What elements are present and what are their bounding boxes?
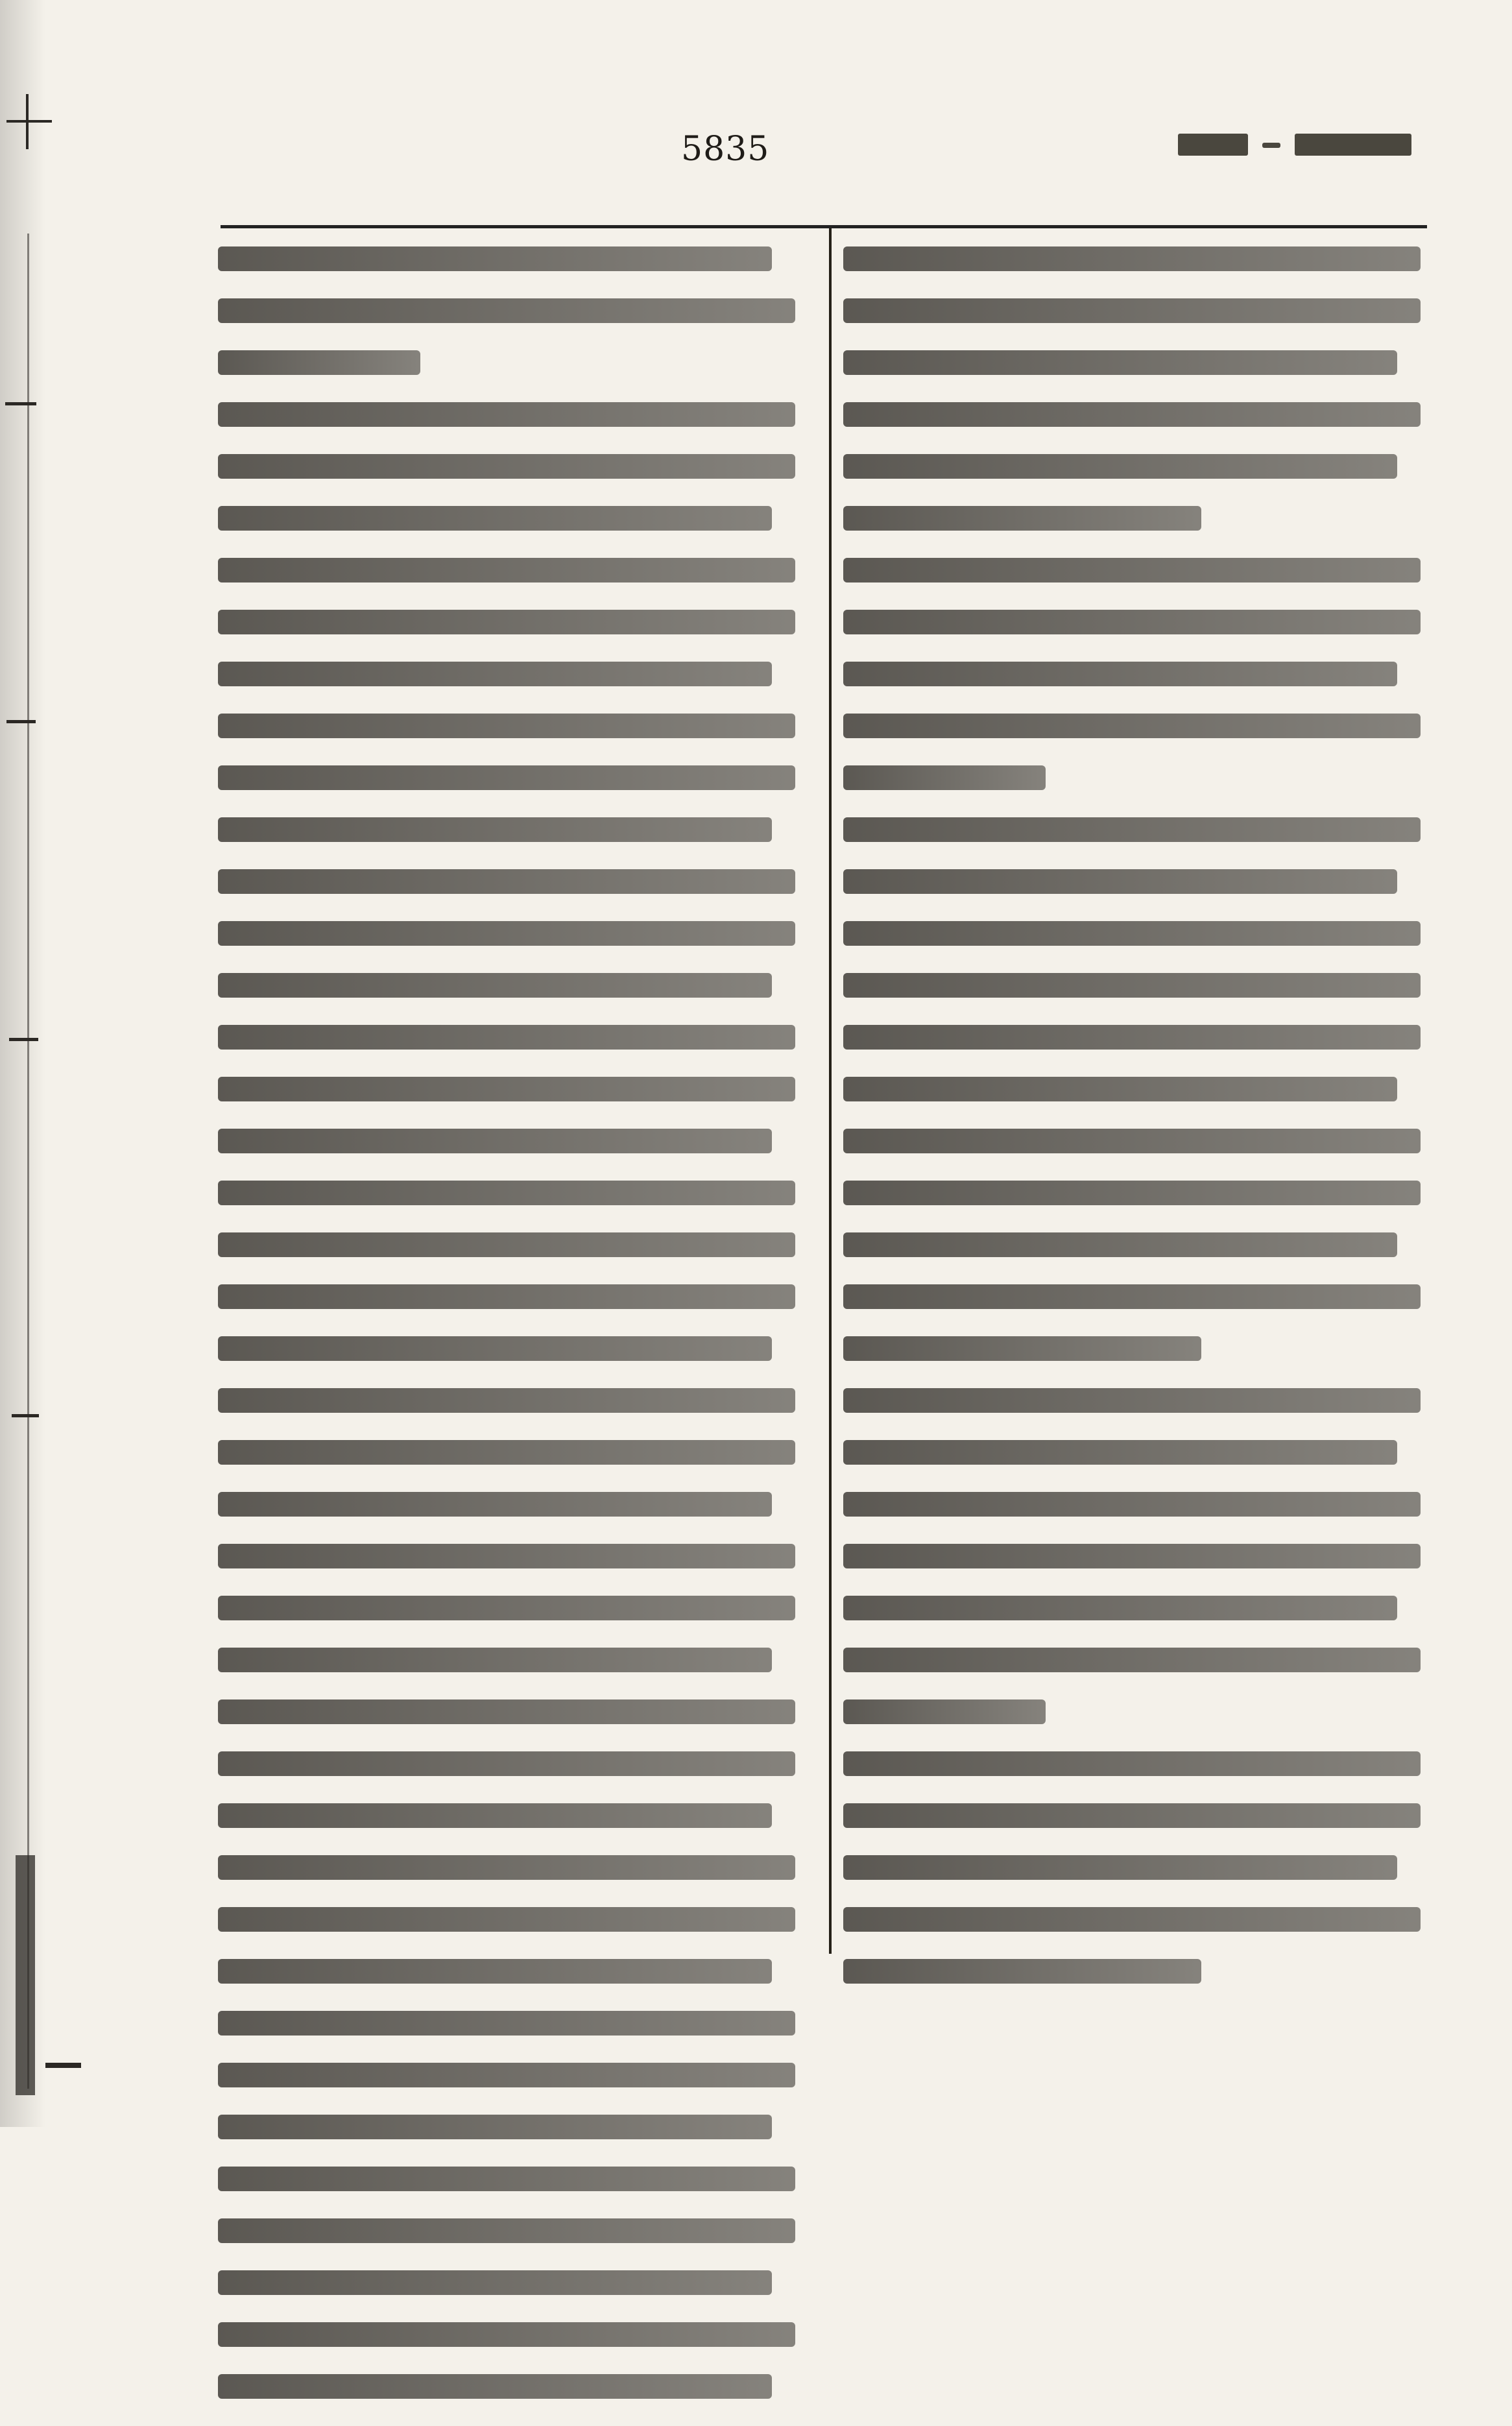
left-column [218, 246, 795, 2426]
page-number: 5835 [681, 130, 770, 169]
entry-block [218, 246, 795, 375]
entry-block [218, 1232, 795, 2399]
entry-block [843, 973, 1421, 1361]
right-column [843, 246, 1421, 2011]
column-divider [829, 228, 832, 1954]
running-head-placeholder [1178, 134, 1411, 158]
entry-block [843, 246, 1421, 531]
entry-block [218, 402, 795, 1205]
page-header [0, 91, 1512, 182]
entry-block [843, 558, 1421, 790]
entry-block [843, 1388, 1421, 1724]
left-margin-marks [0, 0, 62, 2127]
header-rule [221, 225, 1427, 228]
entry-block [843, 1751, 1421, 1984]
entry-block [843, 817, 1421, 946]
